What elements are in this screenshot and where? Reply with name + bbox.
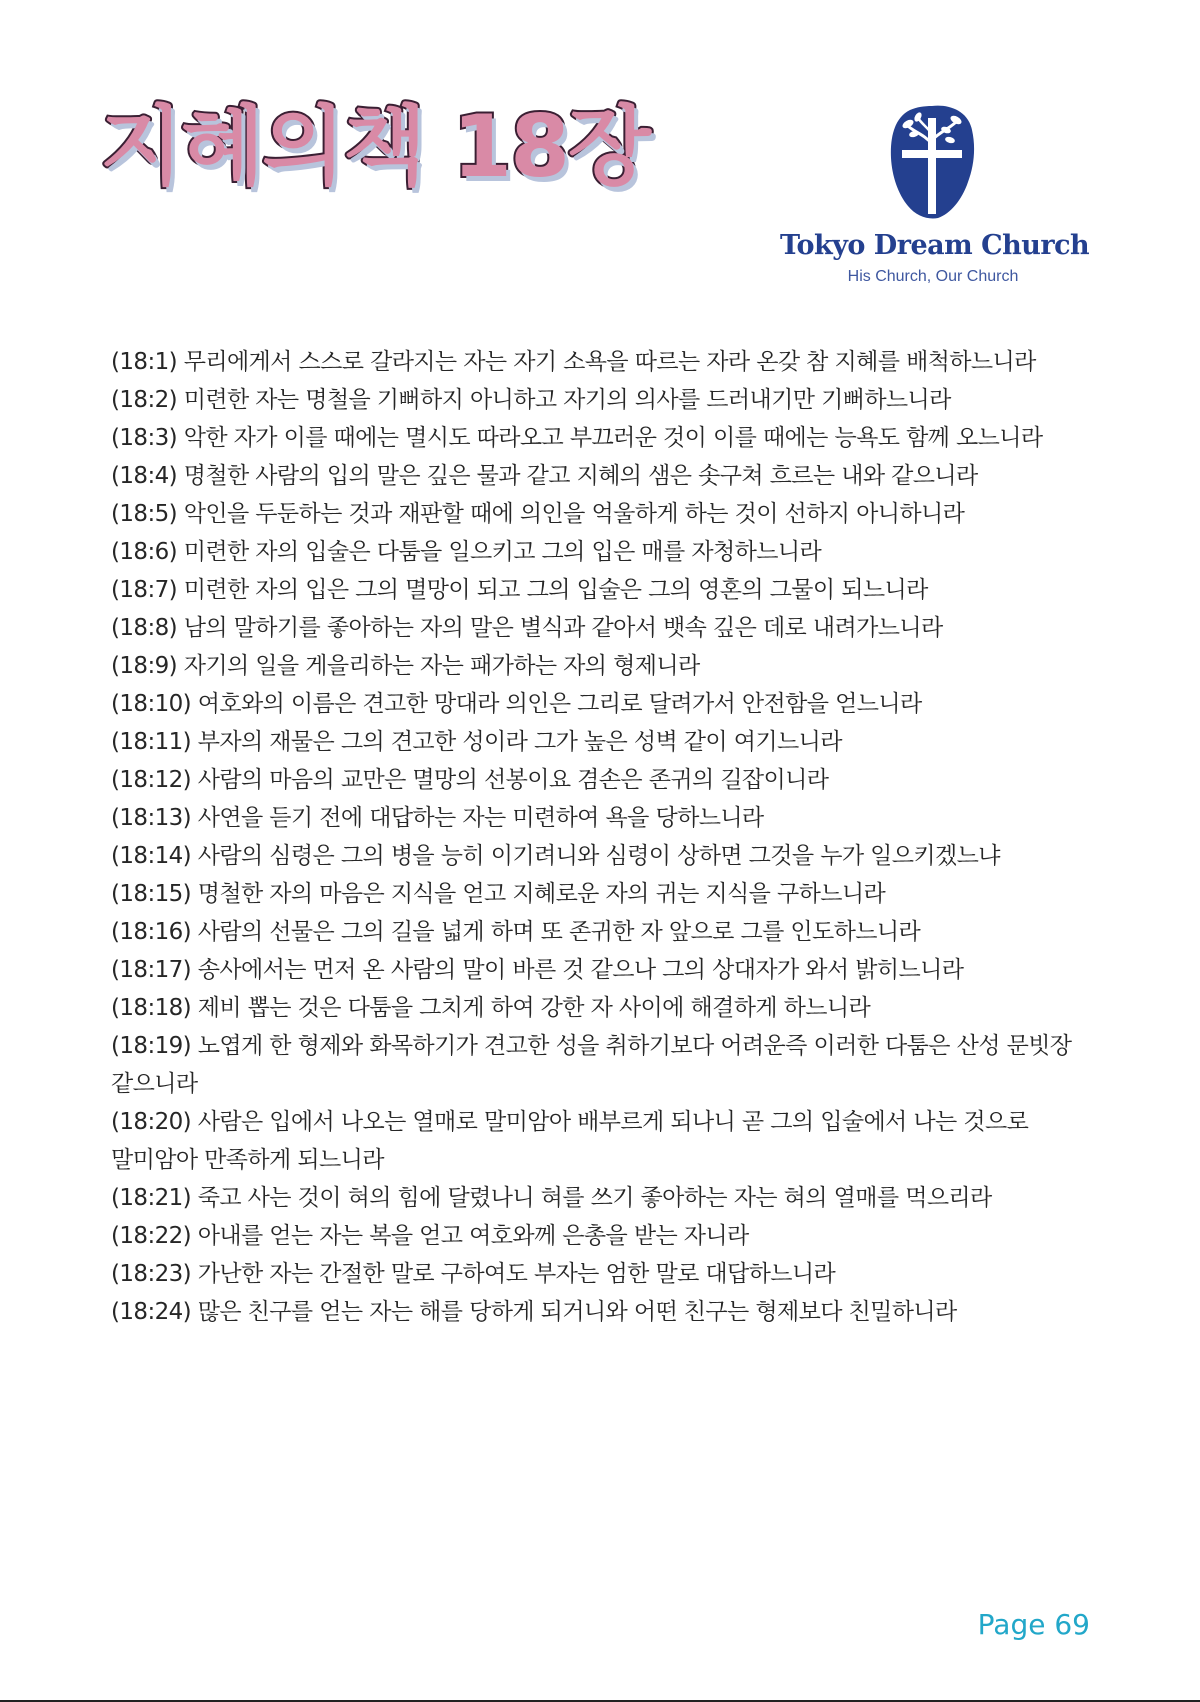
verse-18-8: (18:8) 남의 말하기를 좋아하는 자의 말은 별식과 같아서 뱃속 깊은 데로 내려가느니라 [111,615,943,641]
verse-18-7: (18:7) 미련한 자의 입은 그의 멸망이 되고 그의 입술은 그의 영혼의 그물이 되느니라 [111,577,928,603]
verse-18-4: (18:4) 명철한 사람의 입의 말은 깊은 물과 같고 지혜의 샘은 솟구쳐 흐르는 내와 같으니라 [111,463,978,489]
tree-cross-icon [888,104,976,220]
page-title: 지혜의책 18장 [100,97,649,197]
page-number: Page 69 [977,1608,1090,1641]
verse-18-17: (18:17) 송사에서는 먼저 온 사람의 말이 바른 것 같으나 그의 상대자가 와서 밝히느니라 [111,957,964,983]
verse-18-12: (18:12) 사람의 마음의 교만은 멸망의 선봉이요 겸손은 존귀의 길잡이니라 [111,767,829,793]
verse-18-18: (18:18) 제비 뽑는 것은 다툼을 그치게 하여 강한 자 사이에 해결하게 하느니라 [111,995,871,1021]
verse-18-24: (18:24) 많은 친구를 얻는 자는 해를 당하게 되거니와 어떤 친구는 형제보다 친밀하니라 [111,1299,957,1325]
verse-18-2: (18:2) 미련한 자는 명철을 기뻐하지 아니하고 자기의 의사를 드러내기만 기뻐하느니라 [111,387,951,413]
church-name: Tokyo Dream Church [780,230,1090,261]
verse-18-9: (18:9) 자기의 일을 게을리하는 자는 패가하는 자의 형제니라 [111,653,700,679]
verse-18-21: (18:21) 죽고 사는 것이 혀의 힘에 달렸나니 혀를 쓰기 좋아하는 자는 혀의 열매를 먹으리라 [111,1185,992,1211]
verse-18-5: (18:5) 악인을 두둔하는 것과 재판할 때에 의인을 억울하게 하는 것이 선하지 아니하니라 [111,501,965,527]
verse-18-22: (18:22) 아내를 얻는 자는 복을 얻고 여호와께 은총을 받는 자니라 [111,1223,749,1249]
verse-18-3: (18:3) 악한 자가 이를 때에는 멸시도 따라오고 부끄러운 것이 이를 때에는 능욕도 함께 오느니라 [111,425,1043,451]
church-logo [780,100,1100,300]
verse-18-20: (18:20) 사람은 입에서 나오는 열매로 말미암아 배부르게 되나니 곧 그의 입술에서 나는 것으로 말미암아 만족하게 되느니라 [111,1109,1029,1173]
verse-18-13: (18:13) 사연을 듣기 전에 대답하는 자는 미련하여 욕을 당하느니라 [111,805,764,831]
verse-list [111,343,1086,1331]
verse-18-23: (18:23) 가난한 자는 간절한 말로 구하여도 부자는 엄한 말로 대답하느니라 [111,1261,836,1287]
verse-18-19: (18:19) 노엽게 한 형제와 화목하기가 견고한 성을 취하기보다 어려운즉 이러한 다툼은 산성 문빗장 같으니라 [111,1033,1072,1097]
verse-18-11: (18:11) 부자의 재물은 그의 견고한 성이라 그가 높은 성벽 같이 여기느니라 [111,729,842,755]
verse-18-6: (18:6) 미련한 자의 입술은 다툼을 일으키고 그의 입은 매를 자청하느니라 [111,539,822,565]
verse-18-15: (18:15) 명철한 자의 마음은 지식을 얻고 지혜로운 자의 귀는 지식을 구하느니라 [111,881,886,907]
church-tagline: His Church, Our Church [847,268,1019,285]
verse-18-14: (18:14) 사람의 심령은 그의 병을 능히 이기려니와 심령이 상하면 그것을 누가 일으키겠느냐 [111,843,1000,869]
verse-18-16: (18:16) 사람의 선물은 그의 길을 넓게 하며 또 존귀한 자 앞으로 그를 인도하느니라 [111,919,921,945]
verse-18-10: (18:10) 여호와의 이름은 견고한 망대라 의인은 그리로 달려가서 안전함을 얻느니라 [111,691,922,717]
verse-18-1: (18:1) 무리에게서 스스로 갈라지는 자는 자기 소욕을 따르는 자라 온갖 참 지혜를 배척하느니라 [111,349,1036,375]
